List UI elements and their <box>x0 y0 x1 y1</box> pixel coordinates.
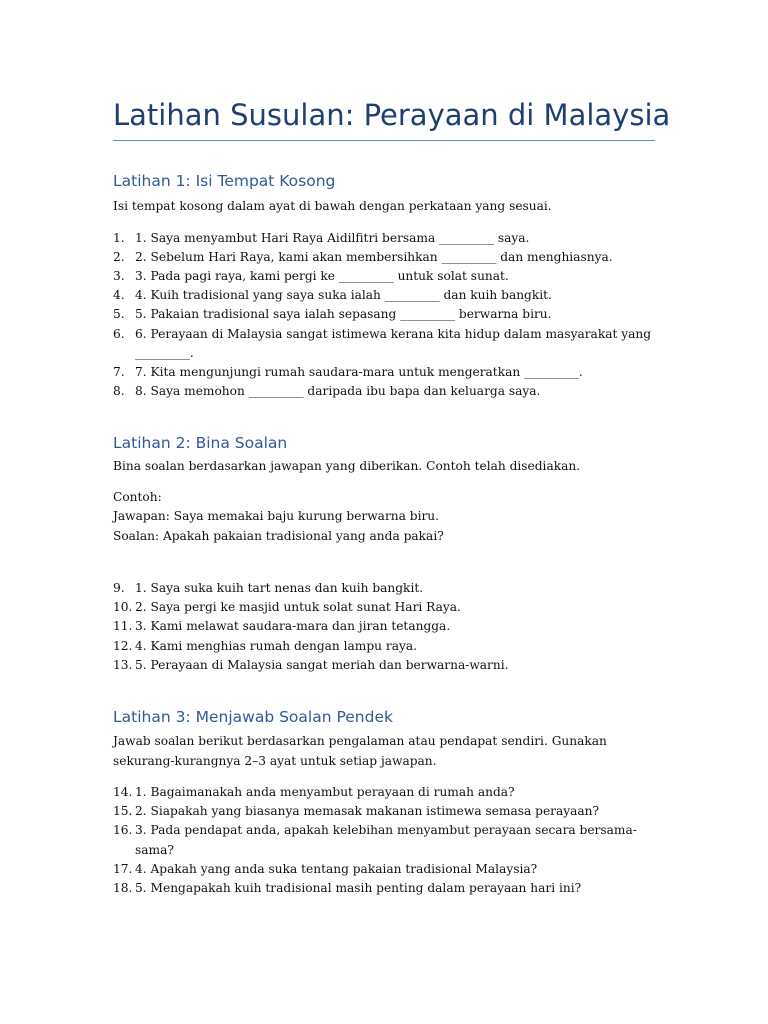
title-underline <box>113 140 655 141</box>
section-heading: Latihan 3: Menjawab Soalan Pendek <box>113 708 393 726</box>
list-item <box>113 579 655 598</box>
list-item <box>113 229 655 248</box>
example-answer: Jawapan: Saya memakai baju kurung berwarna biru. <box>113 509 440 523</box>
item-number: 17. <box>113 861 133 876</box>
item-text: 4. Kami menghias rumah dengan lampu raya. <box>135 638 418 653</box>
item-number: 7. <box>113 364 125 379</box>
item-text: 7. Kita mengunjungi rumah saudara-mara untuk mengeratkan _________. <box>135 364 583 379</box>
item-text: 3. Pada pendapat anda, apakah kelebihan menyambut perayaan secara bersama-sama? <box>135 823 637 857</box>
item-text: 8. Saya memohon _________ daripada ibu bapa dan keluarga saya. <box>135 384 541 399</box>
item-text: 2. Sebelum Hari Raya, kami akan membersihkan _________ dan menghiasnya. <box>135 249 613 264</box>
item-text: 4. Apakah yang anda suka tentang pakaian tradisional Malaysia? <box>135 861 538 876</box>
list-item <box>113 248 655 267</box>
item-text: 1. Bagaimanakah anda menyambut perayaan di rumah anda? <box>135 785 515 799</box>
item-number: 16. <box>113 823 133 838</box>
list-item <box>113 656 655 675</box>
item-number: 8. <box>113 384 125 399</box>
item-number: 11. <box>113 619 133 634</box>
section-instruction: Isi tempat kosong dalam ayat di bawah dengan perkataan yang sesuai. <box>113 199 552 213</box>
list-item <box>113 783 655 802</box>
document-title: Latihan Susulan: Perayaan di Malaysia <box>113 98 671 132</box>
list-item <box>113 860 655 879</box>
list-item <box>113 821 655 859</box>
list-item <box>113 267 655 286</box>
question-list <box>113 229 655 402</box>
example-question: Soalan: Apakah pakaian tradisional yang anda pakai? <box>113 528 444 543</box>
item-text: 5. Mengapakah kuih tradisional masih penting dalam perayaan hari ini? <box>135 881 582 896</box>
item-text: 1. Saya suka kuih tart nenas dan kuih bangkit. <box>135 581 424 595</box>
item-text: 1. Saya menyambut Hari Raya Aidilfitri bersama _________ saya. <box>135 230 530 245</box>
section-heading: Latihan 1: Isi Tempat Kosong <box>113 172 336 190</box>
item-text: 2. Saya pergi ke masjid untuk solat sunat Hari Raya. <box>135 600 461 615</box>
list-item <box>113 617 655 636</box>
list-item <box>113 363 655 382</box>
list-item <box>113 382 655 401</box>
list-item <box>113 802 655 821</box>
item-number: 13. <box>113 657 133 672</box>
list-item <box>113 286 655 305</box>
item-number: 10. <box>113 600 133 615</box>
item-text: 3. Pada pagi raya, kami pergi ke _________ untuk solat sunat. <box>135 268 509 283</box>
list-item <box>113 879 655 898</box>
item-number: 18. <box>113 881 133 896</box>
question-list <box>113 579 655 675</box>
item-number: 14. <box>113 785 133 799</box>
item-text: 5. Perayaan di Malaysia sangat meriah dan berwarna-warni. <box>135 657 509 672</box>
item-number: 6. <box>113 326 125 341</box>
item-number: 3. <box>113 268 125 283</box>
item-text: 4. Kuih tradisional yang saya suka ialah _________ dan kuih bangkit. <box>135 288 552 303</box>
list-item <box>113 637 655 656</box>
section-heading: Latihan 2: Bina Soalan <box>113 434 288 452</box>
item-number: 15. <box>113 804 133 819</box>
item-text: 3. Kami melawat saudara-mara dan jiran tetangga. <box>135 619 451 634</box>
section-latihan-1 <box>113 170 655 401</box>
item-number: 1. <box>113 230 125 245</box>
section-instruction: Jawab soalan berikut berdasarkan pengalaman atau pendapat sendiri. Gunakan sekurang-kurangnya 2–3 ayat untuk setiap jawapan. <box>113 734 607 768</box>
section-instruction: Bina soalan berdasarkan jawapan yang diberikan. Contoh telah disediakan. <box>113 459 581 473</box>
list-item <box>113 598 655 617</box>
item-number: 12. <box>113 638 133 653</box>
section-latihan-2 <box>113 432 655 675</box>
question-list <box>113 783 655 898</box>
section-latihan-3 <box>113 706 655 898</box>
item-number: 4. <box>113 288 125 303</box>
item-number: 5. <box>113 307 125 322</box>
item-text: 2. Siapakah yang biasanya memasak makanan istimewa semasa perayaan? <box>135 804 600 819</box>
list-item <box>113 305 655 324</box>
example-label: Contoh: <box>113 489 162 504</box>
item-text: 5. Pakaian tradisional saya ialah sepasang _________ berwarna biru. <box>135 307 552 322</box>
list-item <box>113 325 655 363</box>
item-number: 2. <box>113 249 125 264</box>
item-text: 6. Perayaan di Malaysia sangat istimewa kerana kita hidup dalam masyarakat yang _________. <box>135 326 652 360</box>
item-number: 9. <box>113 581 125 595</box>
